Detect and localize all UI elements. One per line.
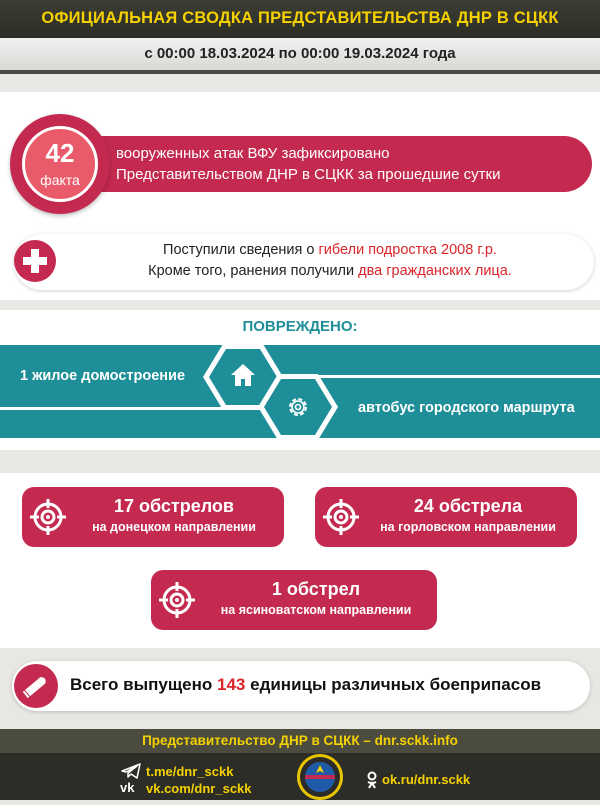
page-title: ОФИЦИАЛЬНАЯ СВОДКА ПРЕДСТАВИТЕЛЬСТВА ДНР В СЦКК (41, 9, 559, 27)
telegram-svg (120, 763, 142, 779)
damaged-item-house: 1 жилое домостроение (20, 368, 186, 384)
ammo-suffix: единицы различных боеприпасов (245, 675, 542, 694)
bullet-svg (14, 664, 58, 708)
attacks-unit: факта (40, 172, 80, 188)
bullet-icon (14, 664, 58, 708)
shelling-count-donetsk: 17 обстрелов (114, 496, 234, 516)
shelling-direction-donetsk: на донецком направлении (92, 520, 256, 534)
target-icon (157, 580, 197, 625)
footer-site-text[interactable]: Представительство ДНР в СЦКК – dnr.sckk.info (142, 733, 458, 748)
casualties-line2-text: Кроме того, ранения получили (148, 263, 359, 279)
target-icon (321, 497, 361, 542)
shelling-count-gorlovka: 24 обстрела (413, 496, 523, 516)
medical-cross-icon (14, 240, 56, 282)
ok-icon[interactable] (366, 771, 378, 789)
casualties-line2-highlight: два гражданских лица. (358, 263, 512, 279)
telegram-icon[interactable] (120, 763, 142, 779)
ok-svg (366, 771, 378, 789)
casualties-line1-highlight: гибели подростка 2008 г.р. (318, 242, 497, 258)
target-svg (321, 497, 361, 537)
ammo-text (70, 675, 570, 695)
damaged-bar-lower-left (0, 410, 280, 438)
gear-svg (283, 392, 313, 422)
target-svg (157, 580, 197, 620)
ammo-prefix: Всего выпущено (70, 675, 218, 694)
vk-link[interactable]: vk.com/dnr_sckk (146, 781, 252, 796)
casualties-line1-text: Поступили сведения о (163, 242, 319, 258)
attacks-text-line2: Представительством ДНР в СЦКК за прошедшие сутки (116, 166, 501, 183)
shelling-count-yasinovataya: 1 обстрел (271, 579, 361, 599)
target-icon (28, 497, 68, 542)
damaged-item-bus: автобус городского маршрута (358, 400, 575, 416)
emblem-svg (297, 754, 343, 800)
attacks-text-line1: вооруженных атак ВФУ зафиксировано (116, 145, 390, 162)
ammo-number: 143 (217, 675, 246, 694)
vk-icon[interactable]: vk (120, 780, 135, 795)
house-svg (228, 360, 258, 390)
casualties-line1 (70, 242, 590, 258)
gear-icon (283, 392, 313, 422)
date-range: с 00:00 18.03.2024 по 00:00 19.03.2024 года (144, 45, 456, 62)
shelling-direction-yasinovataya: на ясиноватском направлении (220, 603, 412, 617)
shelling-direction-gorlovka: на горловском направлении (380, 520, 556, 534)
emblem-logo (297, 754, 343, 800)
telegram-link[interactable]: t.me/dnr_sckk (146, 764, 234, 779)
target-svg (28, 497, 68, 537)
attacks-count: 42 (45, 138, 75, 168)
damaged-bar-upper-right (236, 345, 600, 375)
medical-cross-svg (14, 240, 56, 282)
casualties-line2 (70, 263, 590, 279)
damaged-title: ПОВРЕЖДЕНО: (242, 318, 358, 335)
house-icon (228, 360, 258, 390)
ok-link[interactable]: ok.ru/dnr.sckk (382, 772, 471, 787)
